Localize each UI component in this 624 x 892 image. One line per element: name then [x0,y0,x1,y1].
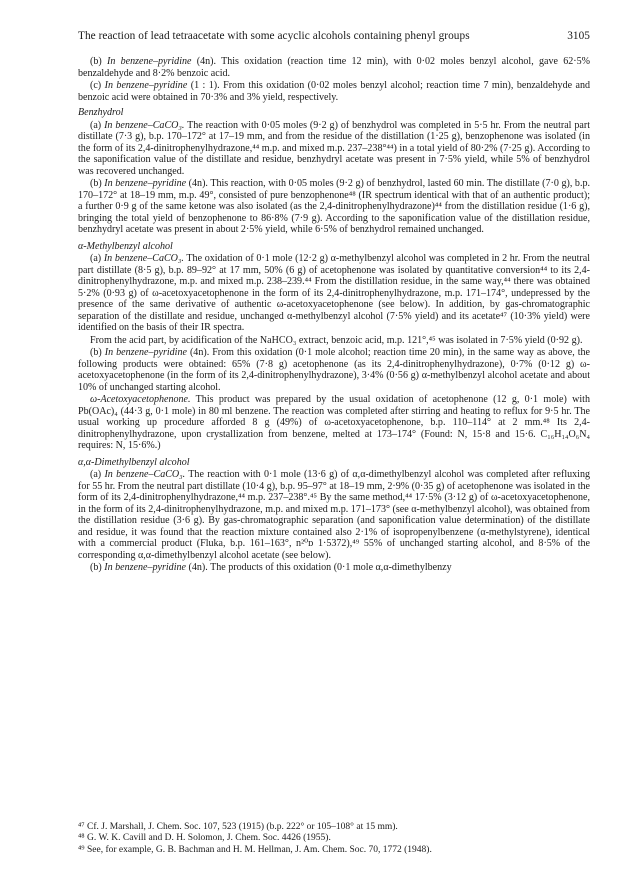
paragraph-text: (4n). From this oxidation (0·1 mole alcohol; reaction time 20 min), in the same way as above, the following products were obtained: 65% (7·8 g) acetophenone (as its 2,4-dinitrophenylhydrazone), 0·7% (0·12 g) ω-acetoxyacetophenone (in the form of its 2,4-dinitrophenylhydrazone), 3·4% (0·56 g) α-methylbenzyl alcohol acetate and about 10% of unchanged starting alcohol. [78,347,590,393]
paragraph [78,178,590,236]
paragraph-condition: ω-Acetoxyacetophenone. [90,394,191,405]
paragraph-condition: In benzene–pyridine [106,56,192,67]
paragraph-condition: In benzene–CaCO₃. [103,253,184,264]
paragraph [78,120,590,178]
paragraph [78,80,590,103]
paragraph-label: (b) [90,56,102,67]
paragraph [78,347,590,393]
paragraph-label: (a) [90,119,102,131]
paragraph-text: (4n). This oxidation (reaction time 12 min), with 0·02 moles benzyl alcohol, gave 62·5% benzaldehyde and 8·2% benzoic acid. [78,56,590,79]
footnote-48: ⁴⁸ G. W. K. Cavill and D. H. Solomon, J. Chem. Soc. 4426 (1955). [78,833,331,844]
footnote-49: ⁴⁹ See, for example, G. B. Bachman and H. M. Hellman, J. Am. Chem. Soc. 70, 1772 (1948). [78,844,432,855]
paragraph-condition: In benzene–CaCO₃. [104,469,186,480]
paragraph-label: (b) [90,562,102,573]
paragraph [78,335,590,347]
paragraph-text: This product was prepared by the usual oxidation of acetophenone (12 g, 0·1 mole) with Pb(OAc)₄ (44·3 g, 0·1 mole) in 80 ml benzene. The reaction was completed after stirring and heating to reflux for 9·5 hr. The usual working up procedure afforded 8 g (49%) of ω-acetoxyacetophenone, b.p. 110–114° at 2 mm.⁴⁸ Its 2,4-dinitrophenylhydrazone, upon crystallization from benzene, melted at 173–174° (Found: N, 15·8 and 15·6. C₁₆H₁₄O₆N₄ requires: N, 15·6%.) [78,394,590,451]
paragraph-text: From the acid part, by acidification of the NaHCO₃ extract, benzoic acid, m.p. 121°,⁴⁵ was isolated in 7·5% yield (0·92 g). [90,334,583,346]
running-title: The reaction of lead tetraacetate with some acyclic alcohols containing phenyl groups [78,30,470,42]
article-body [78,56,590,574]
paragraph-text: The reaction with 0·05 moles (9·2 g) of benzhydrol was completed in 5·5 hr. From the neutral part distillate (7·3 g), b.p. 170–172° at 17–19 mm, and from the residue of the distillation (1·25 g), benzophenone was isolated (in the form of its 2,4-dinitrophenylhydrazone,⁴⁴ m.p. and mixed m.p. 237–238°⁴⁴) in a total yield of 80·2% (7·25 g). According to the saponification value of the distillate and residue, benzhydryl acetate was present in 7·5% yield, while 5% of benzhydrol was recovered unchanged. [78,119,590,177]
paragraph [78,469,590,561]
paragraph-text: The reaction with 0·1 mole (13·6 g) of α,α-dimethylbenzyl alcohol was completed after refluxing for 55 hr. From the neutral part distillate (10·4 g), b.p. 95–97° at 18–19 mm, 2·9% (0·35 g) of acetophenone was isolated in the form of its 2,4-dinitrophenylhydrazone,⁴⁴ m.p. 237–238°.⁴⁵ By the same method,⁴⁴ 17·5% (3·12 g) of ω-acetoxyacetophenone, in the form of its 2,4-dinitrophenylhydrazone, m.p. and mixed m.p. 171–173° (see α-methylbenzyl alcohol), was obtained from the distillation residue (3·6 g). By gas-chromatographic separation (and saponification value determination) of the distillate and residue, it was found that the reaction mixture contained also 2·1% of isopropenylbenzene (α-methylstyrene), identical with a commercial product (Fluka, b.p. 161–163°, n²⁰ᴅ 1·5372),⁴⁹ 55% of unchanged starting alcohol, and 8·5% of the corresponding α,α-dimethylbenzyl alcohol acetate (see below). [78,469,591,561]
footnote-47: ⁴⁷ Cf. J. Marshall, J. Chem. Soc. 107, 523 (1915) (b.p. 222° or 105–108° at 15 mm). [78,822,398,832]
paragraph [78,253,590,334]
paragraph [78,562,590,574]
paragraph-label: (a) [90,469,102,480]
paragraph-text: (4n). The products of this oxidation (0·1 mole α,α-dimethylbenzy [185,562,452,573]
paragraph-condition: In benzene–pyridine [104,347,187,358]
section-heading: Benzhydrol [78,107,124,118]
paragraph [78,56,590,79]
paragraph-label: (c) [90,80,102,91]
paragraph-condition: In benzene–pyridine [104,178,187,189]
section-heading: α,α-Dimethylbenzyl alcohol [78,456,190,468]
paragraph-label: (b) [90,178,102,189]
footnotes [78,822,590,856]
paragraph-text: (1 : 1). From this oxidation (0·02 moles benzyl alcohol; reaction time 7 min), benzaldehyde and benzoic acid were obtained in 70·3% and 3% yield, respectively. [78,80,591,103]
paragraph-label: (a) [90,253,102,264]
running-header [78,30,590,42]
section-heading: α-Methylbenzyl alcohol [78,240,173,252]
page-number: 3105 [567,30,590,42]
paragraph-condition: In benzene–CaCO₃. [104,119,185,131]
paragraph-label: (b) [90,347,102,358]
paragraph-text: The oxidation of 0·1 mole (12·2 g) α-methylbenzyl alcohol was completed in 2 hr. From the neutral part distillate (8·5 g), b.p. 89–92° at 17 mm, 50% (6 g) of acetophenone was isolated by quantitative conversion⁴⁴ to its 2,4-dinitrophenylhydrazone, m.p. and mixed m.p. 238–239.⁴⁴ From the distillation residue, in the same way,⁴⁴ there was obtained 5·2% (0·93 g) of ω-acetoxyacetophenone in the form of its 2,4-dinitrophenylhydrazone, m.p. 171–174°, undepressed by the presence of the same derivative of authentic ω-acetoxyacetophenone (see below). In addition, by gas-chromatographic separation of the distillate and residue, unchanged α-methylbenzyl alcohol (7·5% yield) and its acetate⁴⁷ (10·3% yield) were identified on the basis of their IR spectra. [78,253,591,333]
paragraph [78,394,590,452]
paragraph-text: (4n). This reaction, with 0·05 moles (9·2 g) of benzhydrol, lasted 60 min. The distillate (7·0 g), b.p. 170–172° at 18–19 mm, m.p. 49°, consisted of pure benzophenone⁴⁸ (IR spectrum identical with that of an authentic product); a further 0·9 g of the same ketone was also isolated (as the 2,4-dinitrophenylhydrazone)⁴⁴ from the distillation residue (1·6 g), bringing the total yield of benzophenone to 86·8% (7·9 g). According to the saponification value of the distillation residue, benzhydryl acetate was present in about 2·5% yield, while 6·5% of benzhydrol remained unchanged. [78,178,590,235]
paragraph-condition: In benzene–pyridine [104,562,186,573]
paragraph-condition: In benzene–pyridine [104,80,188,91]
